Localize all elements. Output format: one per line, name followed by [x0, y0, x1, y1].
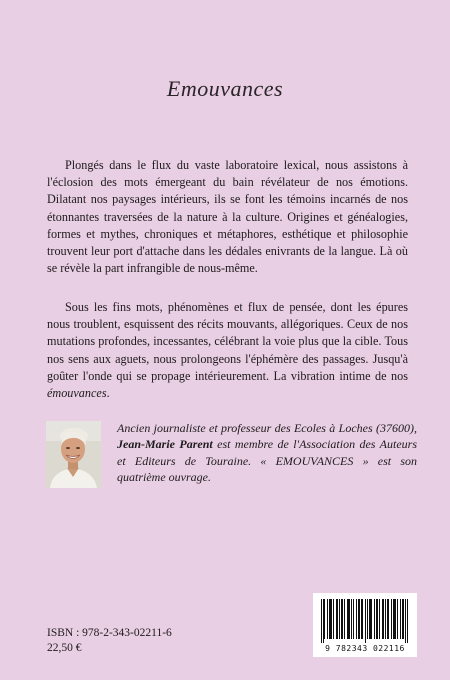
barcode-number: 9 782343 022116	[325, 644, 405, 653]
bio-text-1: Ancien journaliste et professeur des Ecoles à Loches (37600),	[117, 421, 417, 435]
price-text: 22,50 €	[47, 642, 82, 654]
isbn-block	[47, 626, 172, 656]
blurb-paragraph-2-end: .	[106, 386, 110, 401]
blurb-paragraph-2	[47, 299, 408, 402]
blurb-emphasis: émouvances	[47, 386, 107, 401]
barcode	[313, 593, 417, 657]
author-photo	[46, 421, 101, 488]
isbn-text: ISBN : 978-2-343-02211-6	[47, 627, 172, 639]
blurb-paragraph-1: Plongés dans le flux du vaste laboratoire lexical, nous assistons à l'éclosion des mots émergeant du bain révélateur de nos émotions. Dilatant nos paysages intérieurs, ils se font les témoins incarnés de nos étonnantes traversées de la nature à la culture. Origines et généalogies, formes et mythes, chroniques et métaphores, esthétique et philosophie trouvent leur port d'attache dans les dédales enivrants de la langue. Là où se révèle la part infrangible de nous-même.	[47, 158, 408, 276]
author-portrait-image	[46, 421, 101, 488]
book-title: Emouvances	[166, 76, 284, 101]
author-name: Jean-Marie Parent	[117, 437, 213, 452]
blurb-paragraph-2-text: Sous les fins mots, phénomènes et flux de pensée, dont les épures nous troublent, esquissent des récits mouvants, allégoriques. Ceux de nos mutations profondes, incessantes, célébrant la voie plus que la cible. Tous nos sens aux aguets, nous prolongeons l'éphémère des passages. Jusqu'à goûter l'onde qui se propage intérieurement. La vibration intime de nos	[47, 300, 408, 383]
bio-text-2: est membre de l'Association des Auteurs et Editeurs de Touraine. « EMOUVANCES » est son quatrième ouvrage.	[117, 437, 417, 485]
author-bio	[117, 420, 417, 486]
